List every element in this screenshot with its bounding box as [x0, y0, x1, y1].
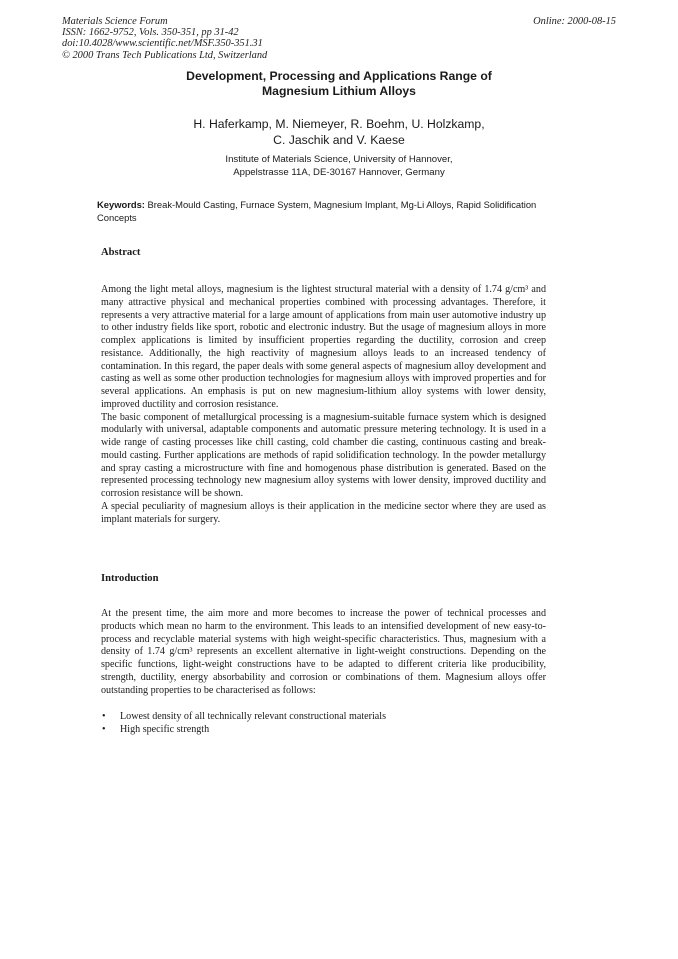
abstract-heading: Abstract [101, 247, 141, 258]
bullet-icon: • [102, 723, 106, 735]
title-line-2: Magnesium Lithium Alloys [262, 84, 416, 98]
authors-line-1: H. Haferkamp, M. Niemeyer, R. Boehm, U. Holzkamp, [193, 117, 485, 131]
keywords-label: Keywords: [97, 199, 145, 210]
paper-title [0, 69, 678, 99]
abstract-paragraph: Among the light metal alloys, magnesium is the lightest structural material with a density of 1.74 g/cm³ and many attractive physical and mechanical properties combined with processing advantages. Therefore, it represents a very attractive material for a large amount of applications from main user automotive industry up to other industry fields like sport, robotic and electronic industry. But the usage of magnesium alloys in more complex applications is limited by insufficient properties regarding the ductility, corrosion and creep resistance. Additionally, the high reactivity of magnesium alloys leads to an increased tendency of contamination. In this regard, the paper deals with some general aspects of magnesium alloy development and casting as well as some other production technologies for magnesium alloys with improved properties and for several applications. An emphasis is put on new magnesium-lithium alloy systems with lower density, improved ductility and corrosion resistance. [101, 284, 546, 410]
issn-line: ISSN: 1662-9752, Vols. 350-351, pp 31-42 [62, 27, 239, 39]
authors [0, 117, 678, 148]
list-item [101, 711, 546, 724]
affiliation [0, 154, 678, 179]
affiliation-line-2: Appelstrasse 11A, DE-30167 Hannover, Germany [233, 166, 445, 178]
list-item [101, 724, 546, 737]
journal-name: Materials Science Forum [62, 16, 168, 27]
online-date: Online: 2000-08-15 [533, 16, 616, 27]
journal-header [62, 16, 267, 61]
introduction-heading: Introduction [101, 573, 159, 584]
list-item-text: High specific strength [120, 723, 210, 735]
abstract-body [101, 284, 546, 526]
list-item-text: Lowest density of all technically relevant constructional materials [120, 711, 386, 722]
property-list [101, 711, 546, 737]
copyright-line: © 2000 Trans Tech Publications Ltd, Switzerland [62, 49, 268, 61]
keywords [97, 199, 567, 224]
keywords-text: Break-Mould Casting, Furnace System, Magnesium Implant, Mg-Li Alloys, Rapid Solidification Concepts [97, 199, 537, 223]
title-line-1: Development, Processing and Applications Range of [186, 69, 492, 83]
authors-line-2: C. Jaschik and V. Kaese [273, 132, 405, 147]
abstract-paragraph: A special peculiarity of magnesium alloys is their application in the medicine sector where they are used as implant materials for surgery. [101, 500, 546, 525]
doi-link[interactable]: doi:10.4028/www.scientific.net/MSF.350-351.31 [62, 38, 263, 50]
introduction-body [101, 608, 546, 697]
affiliation-line-1: Institute of Materials Science, University of Hannover, [225, 154, 453, 165]
abstract-paragraph: The basic component of metallurgical processing is a magnesium-suitable furnace system which is designed modularly with universal, adaptable components and automatic pressure metering technology. It is used in a wide range of casting processes like chill casting, cold chamber die casting, continuous casting and break-mould casting. Further applications are methods of rapid solidification technology. In the powder metallurgy and spray casting a microstructure with fine and homogenous phase distribution is generated. Based on the represented processing technology new magnesium alloy systems with lower density, improved ductility and corrosion resistance will be shown. [101, 411, 546, 499]
bullet-icon: • [102, 711, 106, 722]
introduction-paragraph: At the present time, the aim more and more becomes to increase the power of technical processes and products which mean no harm to the environment. This leads to an intensified development of new easy-to-process and recyclable material systems with high weight-specific characteristics. Thus, magnesium with a density of 1.74 g/cm³ represents an excellent alternative in light-weight constructions. Depending on the specific functions, light-weight constructions have to be adapted to different criteria like producibility, strength, ductility, energy absorbability and corrosion or combinations of them. Magnesium alloys offer outstanding properties to be characterised as follows: [101, 608, 546, 696]
